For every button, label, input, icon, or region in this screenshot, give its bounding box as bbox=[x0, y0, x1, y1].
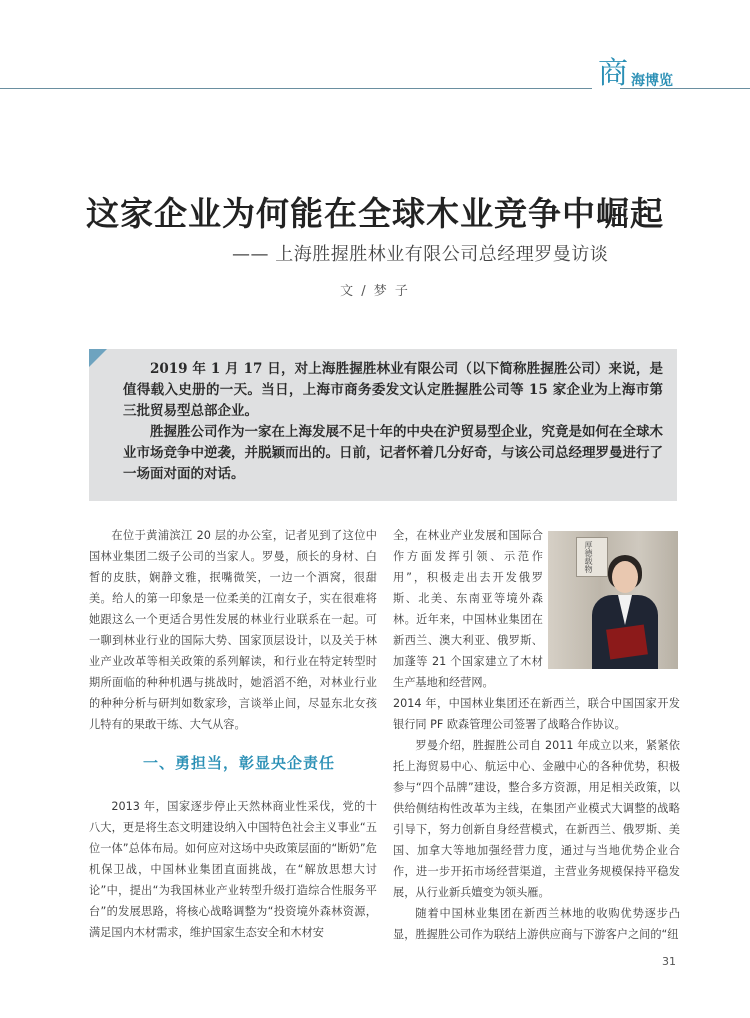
body-paragraph: 全，在林业产业发展和国际合作方面发挥引领、示范作用”，积极走出去开发俄罗斯、北美、东南亚等境外森林。近年来，中国林业集团在新西兰、澳大利亚、俄罗斯、加蓬等 21 个国家建立了木材生产基地和经营网。 bbox=[393, 529, 543, 689]
abstract-paragraph-1: 2019 年 1 月 17 日，对上海胜握胜林业有限公司（以下简称胜握胜公司）来说，是值得载入史册的一天。当日，上海市商务委发文认定胜握胜公司等 15 家企业为上海市第三批贸易型总部企业。 bbox=[123, 361, 663, 419]
portrait-photo bbox=[548, 531, 678, 669]
plaque-text: 厚德载物 bbox=[584, 541, 593, 573]
body-paragraph: 2013 年，国家逐步停止天然林商业性采伐，党的十八大，更是将生态文明建设纳入中国特色社会主义事业“五位一体”总体布局。如何应对这场中央政策层面的“断奶”危机保卫战，中国林业集团直面挑战，在“解放思想大讨论”中，提出“为我国林业产业转型升级打造综合性服务平台”的发展思路，将核心战略调整为“投资境外森林资源，满足国内木材需求，维护国家生态安全和木材安 bbox=[89, 800, 377, 939]
photo-face bbox=[612, 561, 638, 593]
abstract-paragraph-2: 胜握胜公司作为一家在上海发展不足十年的中央在沪贸易型企业，究竟是如何在全球木业市场竞争中逆袭，并脱颖而出的。日前，记者怀着几分好奇，与该公司总经理罗曼进行了一场面对面的对话。 bbox=[123, 424, 663, 482]
page-number: 31 bbox=[662, 955, 676, 968]
right-column-beside-photo bbox=[393, 525, 543, 693]
section-logo-char: 商 bbox=[598, 56, 628, 91]
body-paragraph: 2014 年，中国林业集团还在新西兰，联合中国国家开发银行同 PF 欧森管理公司签署了战略合作协议。 bbox=[393, 697, 680, 731]
body-paragraph: 罗曼介绍，胜握胜公司自 2011 年成立以来，紧紧依托上海贸易中心、航运中心、金融中心的各种优势，积极参与“四个品牌”建设，整合多方资源，用足相关政策，以供给侧结构性改革为主线，在集团产业模式大调整的战略引导下，努力创新自身经营模式，在新西兰、俄罗斯、美国、加拿大等地加强经营力度，通过与当地优势企业合作，进一步开拓市场经营渠道，主营业务规模保持平稳发展，从行业新兵嬗变为领头雁。 bbox=[393, 739, 680, 899]
photo-book bbox=[606, 625, 648, 660]
article-byline: 文 / 梦 子 bbox=[340, 284, 410, 299]
section-heading-1: 一、勇担当，彰显央企责任 bbox=[143, 754, 336, 772]
right-column-lower bbox=[393, 693, 680, 945]
left-column-top bbox=[89, 525, 377, 735]
article-subtitle: —— 上海胜握胜林业有限公司总经理罗曼访谈 bbox=[232, 244, 609, 265]
header-rule-left bbox=[0, 88, 592, 89]
body-paragraph: 在位于黄浦滨江 20 层的办公室，记者见到了这位中国林业集团二级子公司的当家人。罗曼，颀长的身材、白皙的皮肤，娴静文雅，抿嘴微笑，一边一个酒窝，很甜美。给人的第一印象是一位柔美的江南女子，实在很难将她跟这么一个更适合男性发展的林业行业联系在一起。可一聊到林业行业的国际大势、国家顶层设计，以及关于林业产业改革等相关政策的系列解读，和行业在特定转型时期所面临的种种机遇与挑战时，她滔滔不绝，对林业行业的种种分析与研判如数家珍，言谈举止间，尽显东北女孩儿特有的果敢干练、大气从容。 bbox=[89, 529, 377, 731]
body-paragraph: 随着中国林业集团在新西兰林地的收购优势逐步凸显，胜握胜公司作为联结上游供应商与下游客户之间的“纽 bbox=[393, 907, 680, 941]
abstract-corner-decoration bbox=[89, 349, 107, 367]
abstract-box bbox=[89, 349, 677, 501]
photo-wall-plaque bbox=[576, 537, 608, 577]
left-column-bottom bbox=[89, 796, 377, 943]
section-logo-text: 海博览 bbox=[631, 73, 673, 89]
article-title: 这家企业为何能在全球木业竞争中崛起 bbox=[86, 194, 664, 233]
